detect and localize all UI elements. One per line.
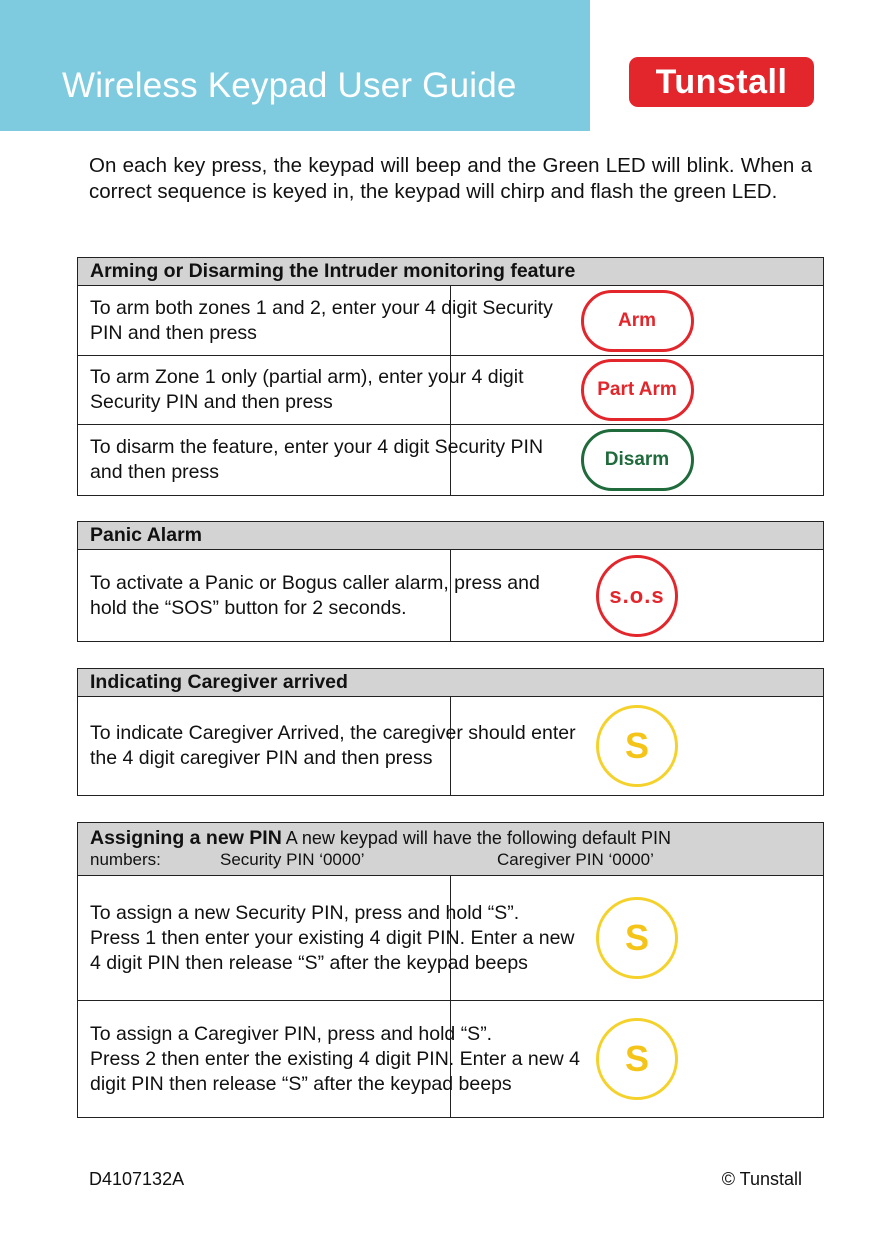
page-title: Wireless Keypad User Guide	[62, 66, 517, 105]
assign-heading	[78, 823, 824, 876]
assign-caregiver-instruction	[78, 1001, 580, 1118]
copyright: © Tunstall	[721, 1169, 802, 1189]
document-code: D4107132A	[89, 1169, 185, 1189]
s-button[interactable]: S	[596, 897, 678, 979]
panic-instruction	[78, 550, 540, 642]
panic-heading: Panic Alarm	[78, 522, 824, 550]
s-button[interactable]: S	[596, 1018, 678, 1100]
numbers-label: numbers:	[90, 850, 161, 869]
assign-pin-section	[77, 822, 824, 1118]
tunstall-logo	[629, 57, 814, 107]
caregiver-instruction	[78, 697, 576, 796]
table-row	[78, 1001, 824, 1118]
disarm-instruction	[78, 425, 544, 496]
panic-section	[77, 521, 824, 642]
instruction-line: To assign a new Security PIN, press and hold “S”.	[90, 901, 520, 924]
part-arm-button[interactable]: Part Arm	[581, 359, 694, 421]
instruction-line: PIN and then press	[90, 321, 257, 344]
arm-button[interactable]: Arm	[581, 290, 694, 352]
logo-text: Tunstall	[655, 62, 788, 101]
instruction-line: To arm Zone 1 only (partial arm), enter your 4 digit	[90, 366, 524, 388]
sos-button[interactable]: s.o.s	[596, 555, 678, 637]
instruction-line: hold the “SOS” button for 2 seconds.	[90, 596, 407, 619]
s-button[interactable]: S	[596, 705, 678, 787]
assign-heading-bold: Assigning a new PIN	[90, 827, 282, 849]
instruction-line: To indicate Caregiver Arrived, the caregiver should enter	[90, 722, 576, 744]
arming-heading: Arming or Disarming the Intruder monitoring feature	[78, 258, 824, 286]
table-row	[78, 697, 824, 796]
arming-section	[77, 257, 824, 496]
arm-instruction	[78, 286, 553, 356]
disarm-button[interactable]: Disarm	[581, 429, 694, 491]
table-row	[78, 876, 824, 1001]
table-row	[78, 550, 824, 642]
caregiver-heading: Indicating Caregiver arrived	[78, 669, 824, 697]
caregiver-pin-default: Caregiver PIN ‘0000’	[497, 850, 654, 869]
instruction-line: digit PIN then release “S” after the keypad beeps	[90, 1072, 512, 1095]
part-arm-instruction	[78, 356, 524, 425]
table-row	[78, 356, 824, 425]
instruction-line: the 4 digit caregiver PIN and then press	[90, 747, 433, 769]
instruction-line: To arm both zones 1 and 2, enter your 4 digit Security	[90, 296, 553, 319]
instruction-line: Press 2 then enter the existing 4 digit PIN. Enter a new 4	[90, 1047, 580, 1070]
assign-security-instruction	[78, 876, 575, 1001]
instruction-line: To activate a Panic or Bogus caller alarm, press and	[90, 571, 540, 594]
intro-paragraph: On each key press, the keypad will beep and the Green LED will blink. When a correct sequence is keyed in, the keypad will chirp and flash the green LED.	[89, 154, 812, 203]
instruction-line: 4 digit PIN then release “S” after the keypad beeps	[90, 951, 528, 974]
caregiver-section	[77, 668, 824, 796]
instruction-line: Security PIN and then press	[90, 391, 333, 413]
instruction-line: To disarm the feature, enter your 4 digit Security PIN	[90, 436, 544, 458]
security-pin-default: Security PIN ‘0000’	[220, 850, 365, 869]
table-row	[78, 286, 824, 356]
table-row	[78, 425, 824, 496]
assign-heading-rest: A new keypad will have the following default PIN	[281, 828, 672, 848]
instruction-line: and then press	[90, 461, 220, 483]
instruction-line: To assign a Caregiver PIN, press and hold “S”.	[90, 1022, 493, 1045]
instruction-line: Press 1 then enter your existing 4 digit PIN. Enter a new	[90, 926, 575, 949]
